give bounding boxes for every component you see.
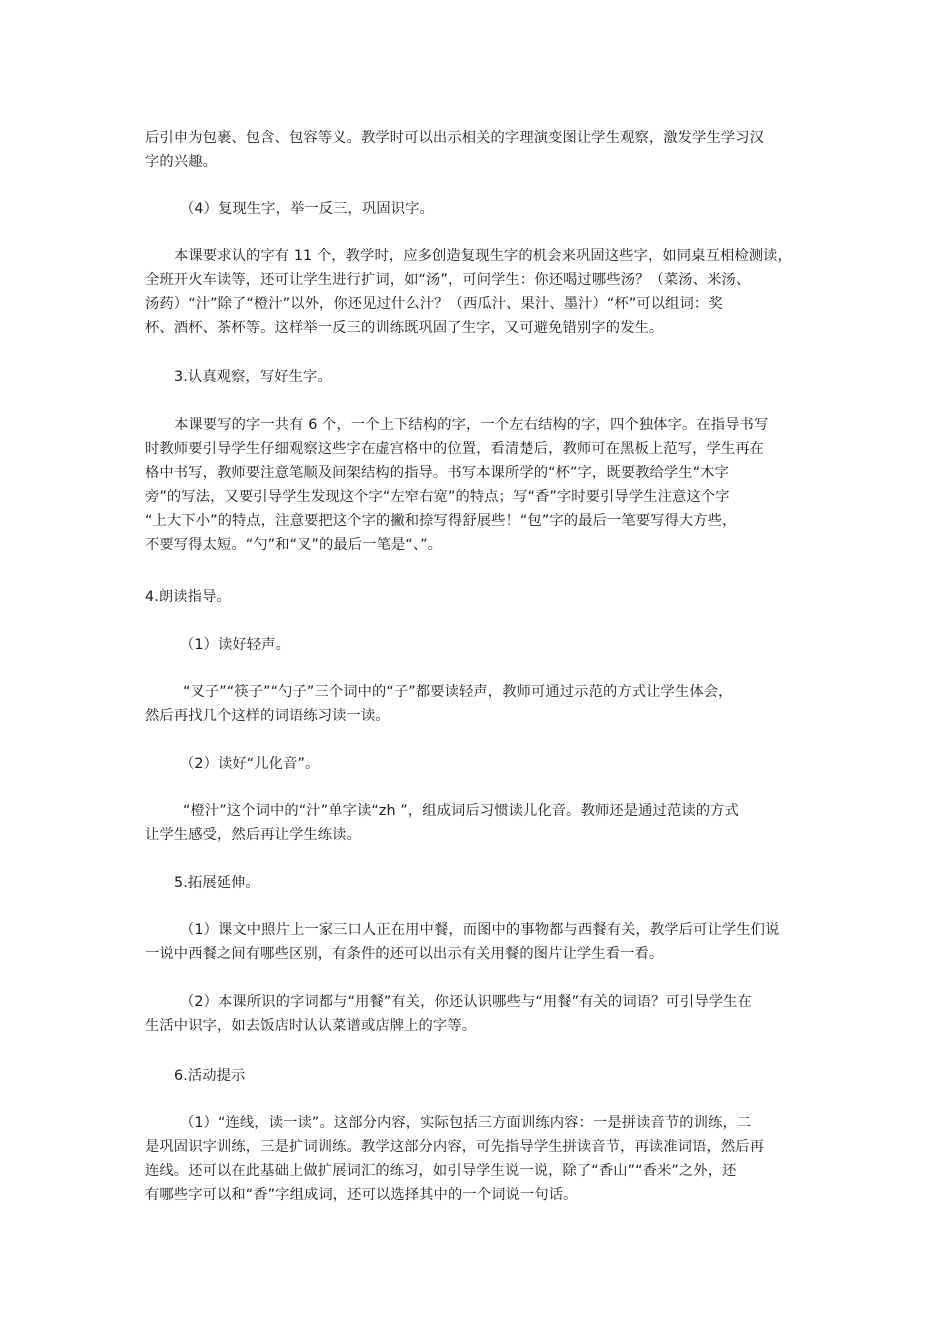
section-heading xyxy=(145,365,810,389)
text-line: 然后再找几个这样的词语练习读一读。 xyxy=(145,708,390,724)
text-line: （1）“连线，读一读”。这部分内容，实际包括三方面训练内容：一是拼读音节的训练，二 xyxy=(180,1115,752,1131)
section-heading xyxy=(145,871,810,895)
text-line: 后引申为包裹、包含、包容等义。教学时可以出示相关的字理演变图让学生观察，激发学生学习汉 xyxy=(145,130,765,146)
paragraph xyxy=(145,126,810,174)
text-line: 旁”的写法，又要引导学生发现这个字“左窄右宽”的特点；写“香”字时要引导学生注意这个字 xyxy=(145,489,730,505)
paragraph xyxy=(145,799,810,847)
text-line: （2）本课所识的字词都与“用餐”有关，你还认识哪些与“用餐”有关的词语？可引导学生在 xyxy=(180,994,752,1010)
text-line: 时教师要引导学生仔细观察这些字在虚宫格中的位置，看清楚后，教师可在黑板上范写，学生再在 xyxy=(145,441,765,457)
text-line: 有哪些字可以和“香”字组成词，还可以选择其中的一个词说一句话。 xyxy=(145,1187,578,1203)
text-line: 连线。还可以在此基础上做扩展词汇的练习，如引导学生说一说，除了“香山”“香米”之外，还 xyxy=(145,1163,737,1179)
text-line: 本课要求认的字有 11 个，教学时，应多创造复现生字的机会来巩固这些字，如同桌互相检测读， xyxy=(174,248,792,264)
section-heading xyxy=(145,1064,810,1088)
text-line: 不要写得太短。“勺”和“叉”的最后一笔是“、”。 xyxy=(145,537,443,553)
text-line: （4）复现生字，举一反三，巩固识字。 xyxy=(180,201,434,217)
text-line: 是巩固识字训练，三是扩词训练。教学这部分内容，可先指导学生拼读音节，再读准词语，然后再 xyxy=(145,1139,765,1155)
text-line: 杯、酒杯、茶杯等。这样举一反三的训练既巩固了生字，又可避免错别字的发生。 xyxy=(145,320,664,336)
text-line: 格中书写，教师要注意笔顺及间架结构的指导。书写本课所学的“杯”字，既要教给学生“木字 xyxy=(145,465,729,481)
text-line: 5.拓展延伸。 xyxy=(174,875,260,891)
paragraph xyxy=(145,918,810,966)
text-line: 汤药）“汁”除了“橙汁”以外，你还见过什么汁？（西瓜汁、果汁、墨汁）“杯”可以组词：奖 xyxy=(145,296,723,312)
text-line: 本课要写的字一共有 6 个，一个上下结构的字，一个左右结构的字，四个独体字。在指导书写 xyxy=(174,417,769,433)
paragraph xyxy=(145,990,810,1038)
text-line: “上大下小”的特点，注意要把这个字的撇和捺写得舒展些！“包”字的最后一笔要写得大方些， xyxy=(145,513,737,529)
text-line: 全班开火车读等，还可让学生进行扩词，如“汤”，可问学生：你还喝过哪些汤？（菜汤、米汤、 xyxy=(145,272,751,288)
text-line: “叉子”“筷子”“勺子”三个词中的“子”都要读轻声，教师可通过示范的方式让学生体会， xyxy=(183,684,733,700)
subheading xyxy=(145,197,810,221)
text-line: 4.朗读指导。 xyxy=(145,589,231,605)
text-line: （2）读好“儿化音”。 xyxy=(180,756,320,772)
subheading xyxy=(145,752,810,776)
text-line: 让学生感受，然后再让学生练读。 xyxy=(145,827,361,843)
text-line: （1）课文中照片上一家三口人正在用中餐，而图中的事物都与西餐有关，教学后可让学生们说 xyxy=(180,922,780,938)
text-line: 3.认真观察，写好生字。 xyxy=(174,369,332,385)
text-line: 一说中西餐之间有哪些区别，有条件的还可以出示有关用餐的图片让学生看一看。 xyxy=(145,946,664,962)
paragraph xyxy=(145,1111,810,1207)
text-line: 6.活动提示 xyxy=(174,1068,246,1084)
paragraph xyxy=(145,680,810,728)
subheading xyxy=(145,633,810,657)
text-line: 生活中识字，如去饭店时认认菜谱或店牌上的字等。 xyxy=(145,1018,477,1034)
paragraph xyxy=(145,413,810,557)
section-heading xyxy=(145,585,810,609)
text-line: “橙汁”这个词中的“汁”单字读“zh ”，组成词后习惯读儿化音。教师还是通过范读的方式 xyxy=(183,803,739,819)
paragraph xyxy=(145,244,810,340)
text-line: 字的兴趣。 xyxy=(145,154,217,170)
text-line: （1）读好轻声。 xyxy=(180,637,290,653)
